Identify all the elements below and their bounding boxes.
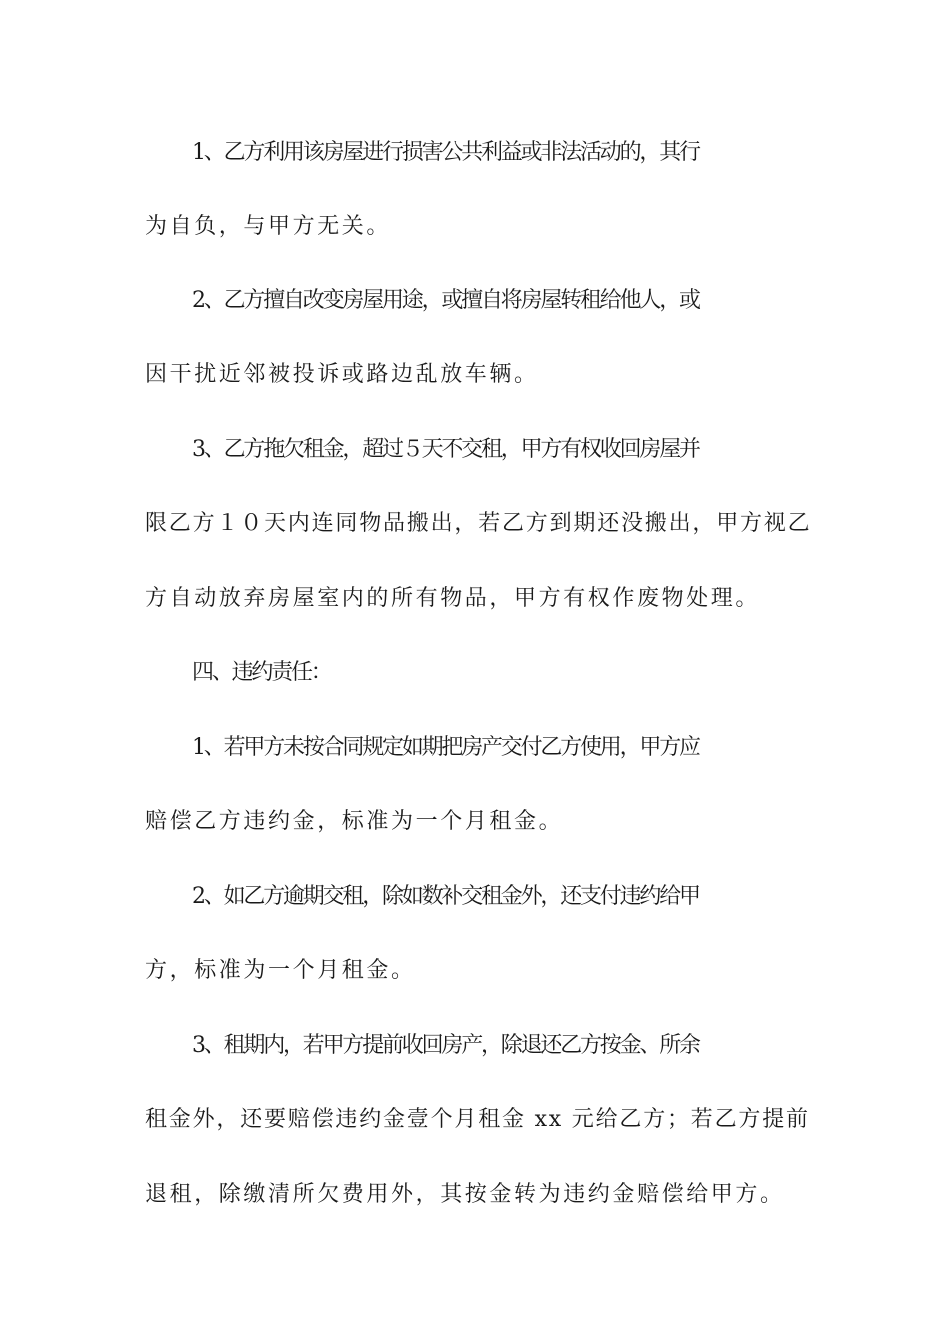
text-line: 方，标准为一个月租金。 [145,958,416,983]
text-line: 2、乙方擅自改变房屋用途，或擅自将房屋转租给他人，或 [192,288,699,313]
text-line: 限乙方１０天内连同物品搬出，若乙方到期还没搬出，甲方视乙 [145,511,812,536]
text-line: 1、乙方利用该房屋进行损害公共利益或非法活动的，其行 [192,140,699,165]
text-line: 退租，除缴清所欠费用外，其按金转为违约金赔偿给甲方。 [145,1182,785,1207]
text-line: 方自动放弃房屋室内的所有物品，甲方有权作废物处理。 [145,586,761,611]
text-line: 3、乙方拖欠租金，超过５天不交租，甲方有权收回房屋并 [192,437,699,462]
text-line: 为自负，与甲方无关。 [145,214,392,239]
text-line: 因干扰近邻被投诉或路边乱放车辆。 [145,362,539,387]
section-heading: 四、违约责任： [192,660,331,685]
text-line: 赔偿乙方违约金，标准为一个月租金。 [145,809,564,834]
text-line: 1、若甲方未按合同规定如期把房产交付乙方使用，甲方应 [192,735,699,760]
text-line: 3、租期内，若甲方提前收回房产，除退还乙方按金、所余 [192,1033,699,1058]
text-line: 租金外，还要赔偿违约金壹个月租金 xx 元给乙方；若乙方提前 [145,1107,810,1132]
text-line: 2、如乙方逾期交租，除如数补交租金外，还支付违约给甲 [192,884,699,909]
